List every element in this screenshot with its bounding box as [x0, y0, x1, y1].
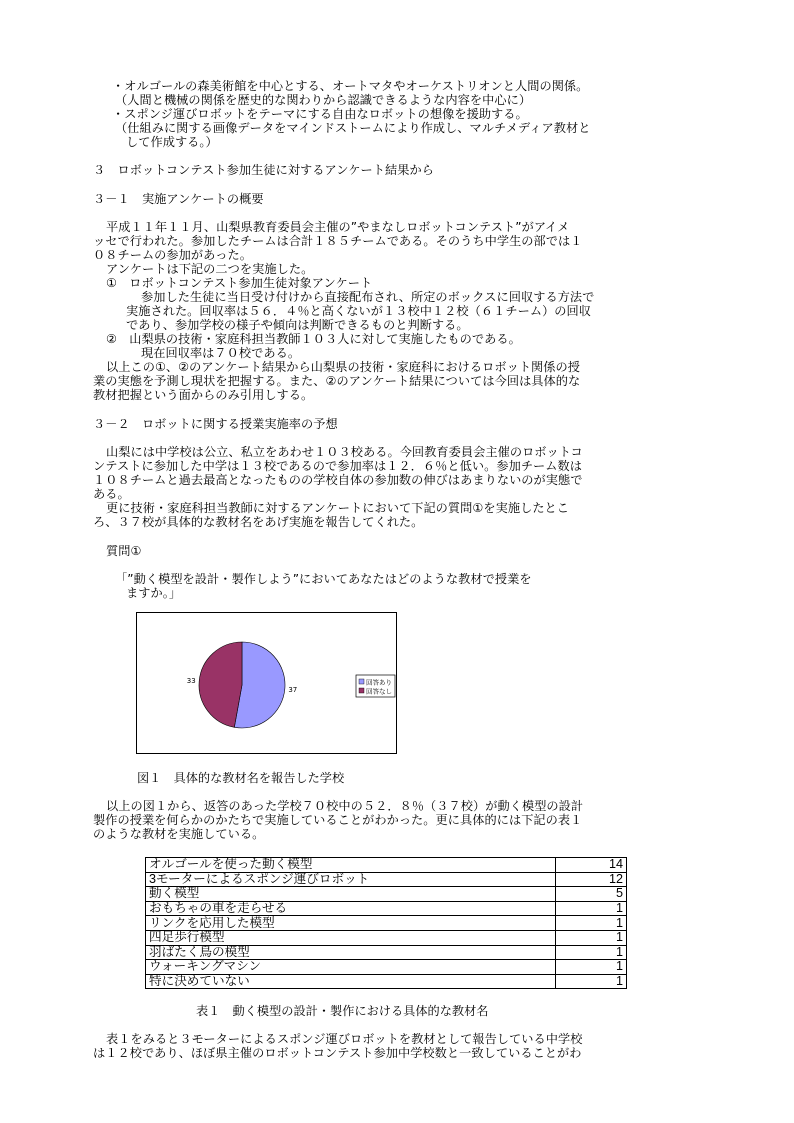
- paragraph-line: 教材把握という面からのみ引用しする。: [93, 388, 314, 402]
- paragraph-line: ッセで行われた。参加したチームは合計１８５チームである。そのうち中学生の部では１: [93, 234, 583, 248]
- paragraph-line: 以上この①、②のアンケート結果から山梨県の技術・家庭科におけるロボット関係の授: [106, 360, 581, 374]
- table-caption: 表１ 動く模型の設計・製作における具体的な教材名: [196, 1004, 489, 1018]
- material-count: 1: [556, 930, 627, 945]
- pie-chart-svg: [137, 613, 396, 753]
- pie-data-label: 37: [288, 686, 298, 695]
- material-name: 動く模型: [146, 887, 556, 902]
- material-count: 1: [556, 901, 627, 916]
- material-count: 1: [556, 974, 627, 989]
- material-count: 1: [556, 945, 627, 960]
- paragraph-line: ンテストに参加した中学は１３校であるので参加率は１２．６％と低い。参加チーム数は: [93, 459, 583, 473]
- paragraph-line: であり、参加学校の様子や傾向は判断できるものと判断する。: [126, 318, 469, 332]
- paragraph-line: のような教材を実施している。: [93, 827, 265, 841]
- paragraph-line: 実施された。回収率は５６．４％と高くないが１３校中１２校（６１チーム）の回収: [126, 304, 592, 318]
- material-count: 1: [556, 960, 627, 975]
- material-count: 14: [556, 858, 627, 873]
- intro-line: （仕組みに関する画像データをマインドストームにより作成し、マルチメディア教材と: [115, 121, 591, 135]
- paragraph-line: 表１をみると３モーターによるスポンジ運びロボットを教材として報告している中学校: [106, 1032, 583, 1046]
- table-row: [146, 858, 627, 873]
- table-row: [146, 872, 627, 887]
- paragraph-line: １０８チームと過去最高となったものの学校自体の参加数の伸びはあまりないのが実態で: [93, 473, 583, 487]
- paragraph-line: ろ、３７校が具体的な教材名をあげ実施を報告してくれた。: [93, 515, 424, 529]
- section-heading: ３ ロボットコンテスト参加生徒に対するアンケート結果から: [93, 163, 434, 177]
- table-row: [146, 916, 627, 931]
- intro-line: （人間と機械の関係を歴史的な関わりから認識できるような内容を中心に）: [115, 93, 532, 107]
- paragraph-line: 平成１１年１１月、山梨県教育委員会主催の”やまなしロボットコンテスト”がアイメ: [106, 220, 570, 234]
- intro-line: して作成する。）: [126, 135, 218, 149]
- paragraph-line: 参加した生徒に当日受け付けから直接配布され、所定のボックスに回収する方法で: [141, 290, 595, 304]
- paragraph-line: 以上の図１から、返答のあった学校７０校中の５２．８％（３７校）が動く模型の設計: [106, 799, 584, 813]
- question-text: ますか。」: [126, 586, 182, 600]
- material-name: リンクを応用した模型: [146, 916, 556, 931]
- subsection-heading: ３－１ 実施アンケートの概要: [93, 192, 264, 206]
- table-row: [146, 960, 627, 975]
- question-label: 質問①: [106, 544, 142, 558]
- material-name: おもちゃの車を走らせる: [146, 901, 556, 916]
- figure-caption: 図１ 具体的な教材名を報告した学校: [137, 771, 345, 785]
- table-row: [146, 974, 627, 989]
- question-text: 「”動く模型を設計・製作しよう”においてあなたはどのような教材で授業を: [115, 572, 532, 586]
- paragraph-line: ある。: [93, 487, 130, 501]
- paragraph-line: 業の実態を予測し現状を把握する。また、②のアンケート結果については今回は具体的な: [93, 374, 581, 388]
- material-name: オルゴールを使った動く模型: [146, 858, 556, 873]
- pie-chart: [136, 612, 397, 754]
- intro-line: ・オルゴールの森美術館を中心とする、オートマタやオーケストリオンと人間の関係。: [112, 79, 589, 93]
- legend-swatch: [359, 679, 364, 684]
- table-row: [146, 887, 627, 902]
- paragraph-line: 山梨には中学校は公立、私立をあわせ１０３校ある。今回教育委員会主催のロボットコ: [106, 445, 583, 459]
- material-name: ウォーキングマシン: [146, 960, 556, 975]
- legend-label: 回答なし: [366, 687, 392, 696]
- pie-slices: [199, 642, 285, 728]
- subsection-heading: ３－２ ロボットに関する授業実施率の予想: [93, 417, 338, 431]
- table-row: [146, 901, 627, 916]
- paragraph-line: は１２校であり、ほぼ県主催のロボットコンテスト参加中学校数と一致していることがわ: [93, 1046, 582, 1060]
- material-count: 5: [556, 887, 627, 902]
- material-name: 四足歩行模型: [146, 930, 556, 945]
- list-item: ① ロボットコンテスト参加生徒対象アンケート: [106, 276, 373, 290]
- material-name: 3モーターによるスポンジ運びロボット: [146, 872, 556, 887]
- legend-swatch: [359, 688, 364, 693]
- material-name: 特に決めていない: [146, 974, 556, 989]
- material-count: 12: [556, 872, 627, 887]
- paragraph-line: 製作の授業を何らかのかたちで実施していることがわかった。更に具体的には下記の表１: [93, 813, 583, 827]
- paragraph-line: アンケートは下記の二つを実施した。: [106, 262, 314, 276]
- paragraph-line: ０８チームの参加があった。: [93, 248, 252, 262]
- list-item: ② 山梨県の技術・家庭科担当教師１０３人に対して実施したものである。: [106, 332, 521, 346]
- pie-data-label: 33: [186, 676, 196, 685]
- materials-table: [145, 857, 627, 989]
- legend-label: 回答あり: [366, 678, 392, 687]
- paragraph-line: 更に技術・家庭科担当教師に対するアンケートにおいて下記の質問①を実施したとこ: [106, 501, 570, 515]
- chart-legend: [356, 675, 395, 697]
- intro-line: ・スポンジ運びロボットをテーマにする自由なロボットの想像を援助する。: [112, 107, 528, 121]
- table-row: [146, 930, 627, 945]
- material-name: 羽ばたく鳥の模型: [146, 945, 556, 960]
- table-row: [146, 945, 627, 960]
- material-count: 1: [556, 916, 627, 931]
- paragraph-line: 現在回収率は７０校である。: [141, 346, 301, 360]
- pie-slice: [199, 642, 242, 727]
